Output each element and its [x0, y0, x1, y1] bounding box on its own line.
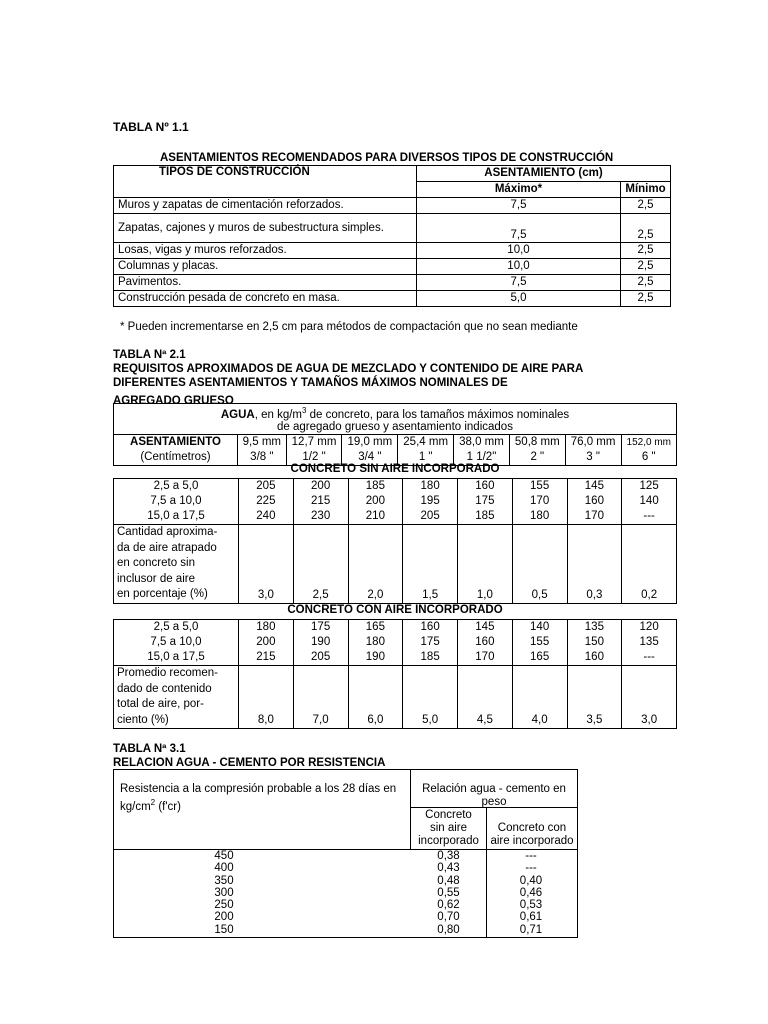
table-row: Promedio recomen- dado de contenido total de aire, por- ciento (%) 8,0 7,0 6,0 5,0 4,5 4,0 3,5 3,0: [114, 666, 677, 729]
table-1-1: [113, 165, 671, 307]
tipo-cell: Losas, vigas y muros reforzados.: [114, 243, 417, 259]
size-mm: 50,8 mm: [509, 434, 565, 450]
max-cell: 7,5: [417, 214, 621, 243]
size-in: 1 1/2": [454, 450, 510, 466]
max-cell: 5,0: [417, 291, 621, 307]
table-row: [114, 198, 671, 214]
table-row: [114, 243, 671, 259]
tipo-cell: Construcción pesada de concreto en masa.: [114, 291, 417, 307]
min-cell: 2,5: [621, 259, 671, 275]
relacion-label: Relación agua - cemento en peso: [422, 783, 566, 808]
size-mm: 9,5 mm: [238, 434, 287, 450]
air-content-label: Promedio recomen- dado de contenido total de aire, por- ciento (%): [114, 666, 239, 729]
table-1-1-heading: TABLA Nº 1.1: [113, 120, 189, 134]
table-row: [114, 214, 671, 243]
size-mm: 25,4 mm: [398, 434, 454, 450]
table-2-1-title-line: AGREGADO GRUESO: [113, 395, 234, 407]
table-2-1-title: [113, 348, 583, 408]
size-mm: 12,7 mm: [286, 434, 342, 450]
table-row: 350 0,48 0,40: [214, 874, 543, 887]
tipo-cell: Columnas y placas.: [114, 259, 417, 275]
table-row: 150 0,80 0,71: [214, 923, 543, 936]
table-row: 300 0,55 0,46: [214, 886, 543, 899]
table-3-1-title: [113, 742, 385, 770]
table-3-1-body: [114, 850, 577, 936]
col-header-minimo: Mínimo: [621, 182, 671, 198]
con-aire-label: Concreto con aire incorporado: [490, 822, 574, 847]
table-3-1: [113, 769, 578, 938]
size-in: 6 ": [621, 450, 677, 466]
table-2-1-header: [113, 403, 677, 466]
table-2-1-con-aire: [113, 619, 677, 729]
sin-aire-label: Concreto sin aire incorporado: [418, 809, 479, 847]
tipo-cell: Zapatas, cajones y muros de subestructura simples.: [114, 214, 417, 243]
max-cell: 10,0: [417, 259, 621, 275]
min-cell: 2,5: [621, 198, 671, 214]
min-cell: 2,5: [621, 243, 671, 259]
table-row: 7,5 a 10,0 225 215 200 195 175 170 160 140: [114, 494, 677, 509]
table-row: [114, 275, 671, 291]
table-row: 7,5 a 10,0 200 190 180 175 160 155 150 135: [114, 635, 677, 650]
size-mm: 19,0 mm: [342, 434, 398, 450]
max-cell: 7,5: [417, 275, 621, 291]
col-header-tipos: TIPOS DE CONSTRUCCIÓN: [114, 166, 417, 198]
sin-aire-header: CONCRETO SIN AIRE INCORPORADO: [290, 463, 500, 475]
size-mm: 152,0 mm: [621, 434, 677, 450]
table-2-1-title-line: DIFERENTES ASENTAMIENTOS Y TAMAÑOS MÁXIMOS NOMINALES DE: [113, 377, 508, 389]
table-row: 2,5 a 5,0 205 200 185 180 160 155 145 125: [114, 479, 677, 495]
table-row: 450 0,38 ---: [214, 850, 537, 862]
size-in: 1 ": [398, 450, 454, 466]
table-3-1-heading: TABLA Nª 3.1: [113, 743, 186, 755]
table-row: 15,0 a 17,5 240 230 210 205 185 180 170 ---: [114, 509, 677, 525]
asentamiento-label: ASENTAMIENTO: [114, 434, 238, 450]
resistencia-label: Resistencia a la compresión probable a los 28 días en $kg/cm^2$ (f'cr): [120, 783, 397, 813]
col-header-maximo: Máximo*: [417, 182, 621, 198]
size-in: 1/2 ": [286, 450, 342, 466]
table-row: 200 0,70 0,61: [214, 911, 543, 924]
table-row: Cantidad aproxima- da de aire atrapado en concreto sin inclusor de aire en porcentaje (%) 3,0 2,5 2,0 1,5 1,0 0,5 0,3 0,2: [114, 525, 677, 604]
tipo-cell: Pavimentos.: [114, 275, 417, 291]
size-mm: 38,0 mm: [454, 434, 510, 450]
size-in: 3 ": [565, 450, 621, 466]
table-row: [114, 259, 671, 275]
agua-header: AGUA, en $kg/m^3$ de concreto, para los tamaños máximos nominales de agregado grueso y asentamiento indicados: [114, 404, 677, 435]
min-cell: 2,5: [621, 275, 671, 291]
size-in: 3/8 ": [238, 450, 287, 466]
table-row: 15,0 a 17,5 215 205 190 185 170 165 160 ---: [114, 650, 677, 666]
table-row: 250 0,62 0,53: [214, 899, 543, 912]
size-in: 3/4 ": [342, 450, 398, 466]
table-row: [114, 291, 671, 307]
tipo-cell: Muros y zapatas de cimentación reforzados.: [114, 198, 417, 214]
min-cell: 2,5: [621, 214, 671, 243]
min-cell: 2,5: [621, 291, 671, 307]
table-row: 400 0,43 ---: [214, 862, 537, 875]
col-header-asentamiento: ASENTAMIENTO (cm): [417, 166, 671, 182]
table-3-1-caption: RELACION AGUA - CEMENTO POR RESISTENCIA: [113, 757, 386, 769]
asentamiento-unit: (Centímetros): [114, 450, 238, 466]
table-2-1-heading: TABLA Nª 2.1: [113, 349, 186, 361]
table-1-1-footnote: * Pueden incrementarse en 2,5 cm para métodos de compactación que no sean mediante: [120, 321, 578, 333]
table-2-1-sin-aire: [113, 478, 677, 604]
size-in: 2 ": [509, 450, 565, 466]
table-2-1-title-line: REQUISITOS APROXIMADOS DE AGUA DE MEZCLADO Y CONTENIDO DE AIRE PARA: [113, 363, 584, 375]
air-content-label: Cantidad aproxima- da de aire atrapado en concreto sin inclusor de aire en porcentaje (%): [114, 525, 239, 604]
table-row: 2,5 a 5,0 180 175 165 160 145 140 135 120: [114, 620, 677, 636]
con-aire-header: CONCRETO CON AIRE INCORPORADO: [287, 604, 503, 616]
agua-label: AGUA: [220, 408, 255, 421]
max-cell: 10,0: [417, 243, 621, 259]
size-mm: 76,0 mm: [565, 434, 621, 450]
max-cell: 7,5: [417, 198, 621, 214]
table-1-1-caption: ASENTAMIENTOS RECOMENDADOS PARA DIVERSOS TIPOS DE CONSTRUCCIÓN: [160, 152, 614, 164]
